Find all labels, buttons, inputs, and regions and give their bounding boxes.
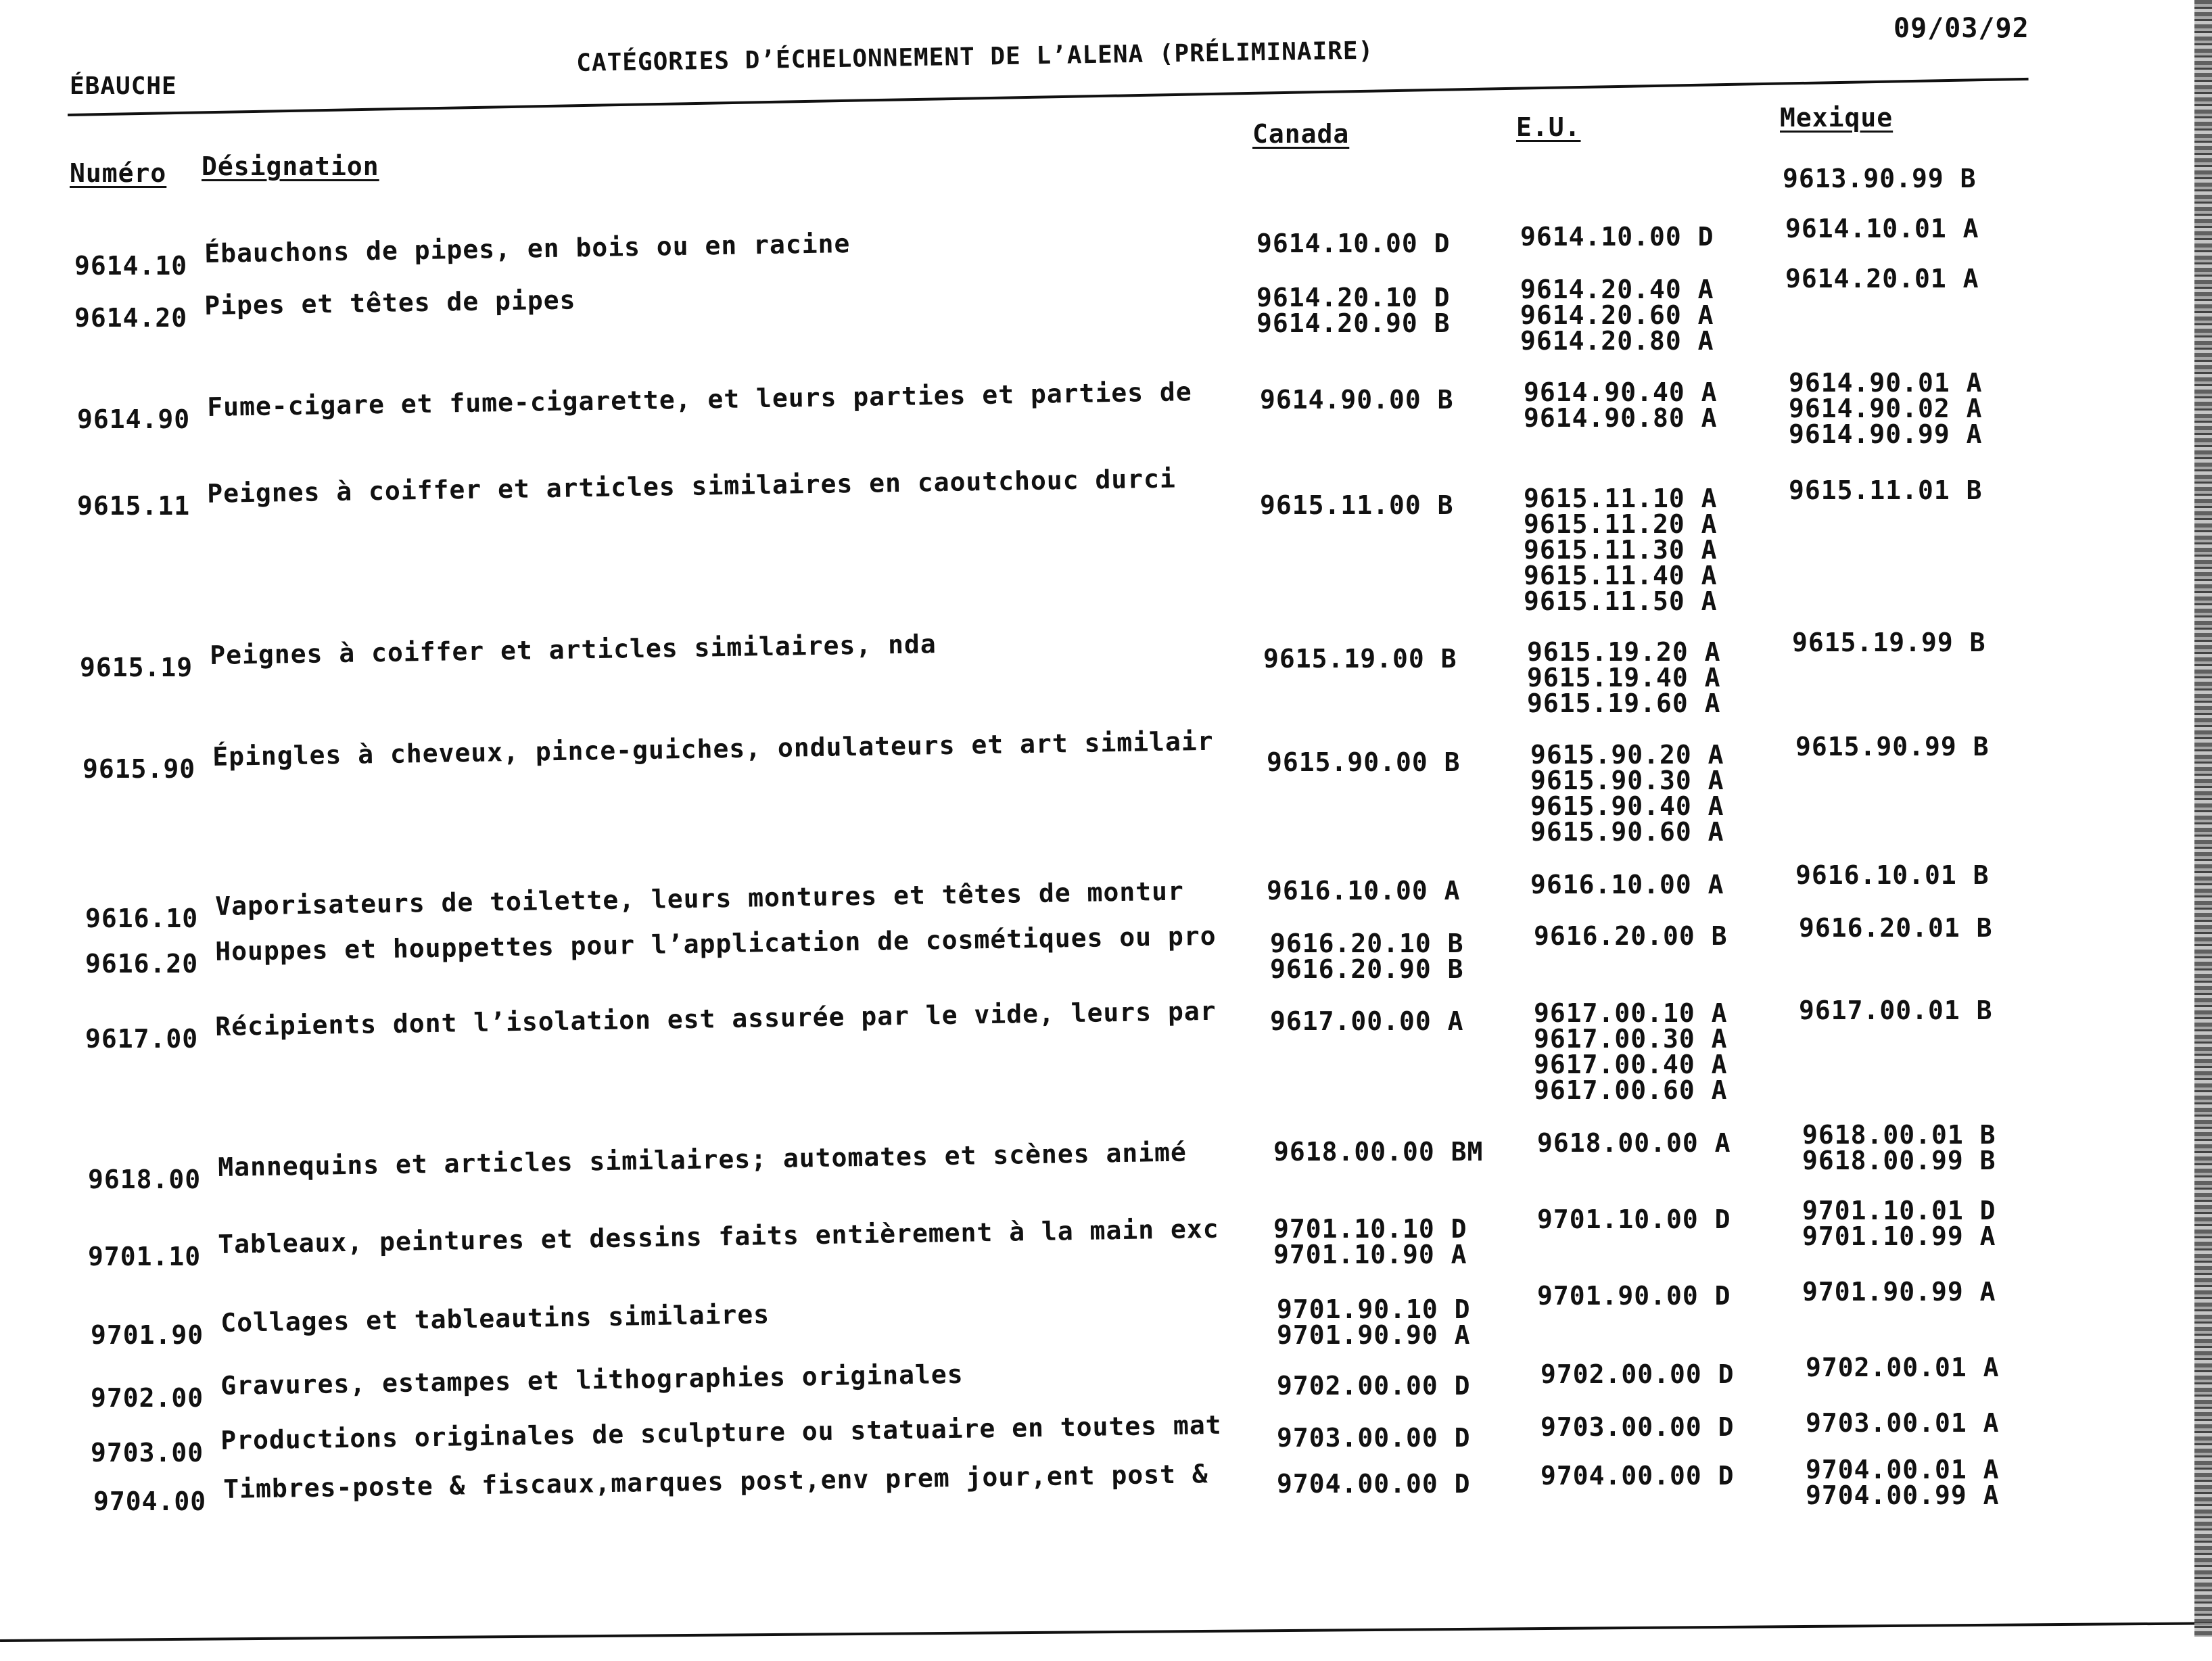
canada-code: 9615.19.00 B [1263, 644, 1457, 674]
document-title: CATÉGORIES D’ÉCHELONNEMENT DE L’ALENA (PRÉLIMINAIRE) [575, 37, 1374, 77]
mexico-code: 9617.00.01 B [1799, 996, 1993, 1025]
mexico-code: 9701.10.01 D [1802, 1196, 1996, 1225]
canada-code: 9618.00.00 BM [1273, 1137, 1484, 1167]
row-number: 9618.00 [88, 1165, 202, 1194]
header-rule [68, 78, 2029, 116]
canada-code: 9701.90.10 D [1277, 1294, 1471, 1324]
row-designation: Mannequins et articles similaires; automates et scènes animé [217, 1137, 1187, 1182]
us-code: 9701.90.00 D [1537, 1281, 1731, 1311]
canada-code: 9614.20.10 D [1256, 283, 1451, 312]
mexico-code: 9616.10.01 B [1795, 860, 1990, 890]
row-designation: Pipes et têtes de pipes [204, 285, 576, 321]
us-code: 9615.11.20 A [1524, 509, 1718, 539]
row-number: 9615.11 [77, 491, 191, 521]
canada-code: 9701.10.10 D [1273, 1214, 1467, 1244]
row-number: 9701.10 [88, 1242, 202, 1271]
us-code: 9616.20.00 B [1534, 921, 1728, 951]
us-code: 9703.00.00 D [1540, 1412, 1735, 1442]
us-code: 9614.20.40 A [1520, 275, 1714, 304]
mexico-code: 9615.11.01 B [1789, 475, 1983, 505]
us-code: 9614.10.00 D [1520, 222, 1714, 252]
mexico-code: 9701.10.99 A [1802, 1221, 1996, 1251]
row-designation: Récipients dont l’isolation est assurée par le vide, leurs par [214, 996, 1217, 1042]
mexico-code: 9704.00.99 A [1806, 1480, 2000, 1510]
bottom-rule [0, 1622, 2212, 1642]
canada-code: 9615.90.00 B [1267, 747, 1461, 777]
column-header-canada: Canada [1252, 119, 1350, 149]
us-code: 9615.90.20 A [1530, 740, 1724, 770]
row-designation: Houppes et houppettes pour l’application de cosmétiques ou pro [214, 920, 1217, 966]
row-designation: Gravures, estampes et lithographies originales [220, 1359, 964, 1401]
column-header-designation: Désignation [202, 151, 379, 181]
row-designation: Peignes à coiffer et articles similaires en caoutchouc durci [206, 463, 1177, 509]
scan-edge [2194, 0, 2212, 1637]
us-code: 9615.11.30 A [1524, 535, 1718, 565]
canada-code: 9614.10.00 D [1256, 229, 1451, 258]
us-code: 9617.00.30 A [1534, 1024, 1728, 1054]
row-designation: Fume-cigare et fume-cigarette, et leurs parties et parties de [206, 377, 1193, 422]
us-code: 9617.00.10 A [1534, 998, 1728, 1028]
mexico-code: 9614.10.01 A [1785, 214, 1979, 243]
mexico-code: 9614.90.02 A [1789, 394, 1983, 423]
document-date: 09/03/92 [1893, 13, 2029, 44]
us-code: 9615.90.40 A [1530, 791, 1724, 821]
mexico-code: 9616.20.01 B [1799, 913, 1993, 943]
mexico-code: 9704.00.01 A [1806, 1455, 2000, 1484]
mexico-code: 9703.00.01 A [1806, 1408, 2000, 1438]
us-code: 9618.00.00 A [1537, 1128, 1731, 1158]
us-code: 9615.11.40 A [1524, 561, 1718, 590]
us-code: 9614.90.80 A [1524, 403, 1718, 433]
canada-code: 9615.11.00 B [1260, 490, 1454, 520]
us-code: 9702.00.00 D [1540, 1359, 1735, 1389]
mexico-code: 9615.90.99 B [1795, 732, 1990, 762]
canada-code: 9616.20.90 B [1270, 954, 1464, 984]
us-code: 9615.90.60 A [1530, 817, 1724, 847]
canada-code: 9616.20.10 B [1270, 929, 1464, 958]
row-designation: Collages et tableautins similaires [220, 1299, 770, 1338]
canada-code: 9704.00.00 D [1277, 1469, 1471, 1499]
row-number: 9616.10 [85, 904, 199, 933]
mexico-code-top: 9613.90.99 B [1783, 164, 1977, 193]
row-number: 9614.20 [74, 303, 188, 333]
canada-code: 9701.90.90 A [1277, 1320, 1471, 1350]
row-number: 9703.00 [91, 1438, 204, 1468]
row-designation: Ébauchons de pipes, en bois ou en racine [204, 228, 851, 268]
row-designation: Productions originales de sculpture ou statuaire en toutes mat [220, 1409, 1222, 1455]
mexico-code: 9614.90.99 A [1789, 419, 1983, 449]
row-designation: Timbres-poste & fiscaux,marques post,env prem jour,ent post & [222, 1459, 1209, 1504]
row-number: 9616.20 [85, 949, 199, 979]
row-designation: Vaporisateurs de toilette, leurs montures et têtes de montur [214, 876, 1185, 921]
mexico-code: 9618.00.99 B [1802, 1146, 1996, 1175]
mexico-code: 9615.19.99 B [1792, 628, 1986, 657]
us-code: 9615.19.40 A [1527, 663, 1721, 693]
us-code: 9704.00.00 D [1540, 1461, 1735, 1491]
canada-code: 9616.10.00 A [1267, 876, 1461, 906]
mexico-code: 9614.20.01 A [1785, 264, 1979, 294]
row-number: 9704.00 [93, 1487, 207, 1516]
us-code: 9701.10.00 D [1537, 1204, 1731, 1234]
us-code: 9615.19.20 A [1527, 637, 1721, 667]
column-header-mexico: Mexique [1780, 103, 1893, 133]
row-number: 9702.00 [91, 1383, 204, 1413]
row-number: 9617.00 [85, 1024, 199, 1054]
mexico-code: 9618.00.01 B [1802, 1120, 1996, 1150]
us-code: 9615.90.30 A [1530, 766, 1724, 795]
us-code: 9617.00.40 A [1534, 1050, 1728, 1079]
row-number: 9614.90 [77, 404, 191, 434]
canada-code: 9614.90.00 B [1260, 385, 1454, 415]
mexico-code: 9701.90.99 A [1802, 1277, 1996, 1307]
draft-label: ÉBAUCHE [70, 72, 177, 100]
us-code: 9615.11.10 A [1524, 484, 1718, 513]
canada-code: 9702.00.00 D [1277, 1371, 1471, 1401]
row-designation: Peignes à coiffer et articles similaires, nda [209, 629, 937, 670]
us-code: 9614.20.60 A [1520, 300, 1714, 330]
canada-code: 9617.00.00 A [1270, 1006, 1464, 1036]
row-number: 9701.90 [91, 1320, 204, 1350]
row-number: 9615.19 [80, 653, 193, 682]
canada-code: 9701.10.90 A [1273, 1240, 1467, 1269]
canada-code: 9614.20.90 B [1256, 308, 1451, 338]
us-code: 9615.11.50 A [1524, 586, 1718, 616]
us-code: 9614.20.80 A [1520, 326, 1714, 356]
column-header-us: E.U. [1516, 112, 1581, 142]
us-code: 9617.00.60 A [1534, 1075, 1728, 1105]
canada-code: 9703.00.00 D [1277, 1423, 1471, 1453]
us-code: 9615.19.60 A [1527, 688, 1721, 718]
row-number: 9614.10 [74, 251, 188, 281]
row-designation: Épingles à cheveux, pince-guiches, ondulateurs et art similair [212, 726, 1214, 772]
us-code: 9614.90.40 A [1524, 377, 1718, 407]
mexico-code: 9614.90.01 A [1789, 368, 1983, 398]
row-number: 9615.90 [83, 754, 196, 784]
us-code: 9616.10.00 A [1530, 870, 1724, 899]
column-header-number: Numéro [70, 158, 167, 188]
mexico-code: 9702.00.01 A [1806, 1353, 2000, 1382]
row-designation: Tableaux, peintures et dessins faits entièrement à la main exc [217, 1213, 1219, 1259]
